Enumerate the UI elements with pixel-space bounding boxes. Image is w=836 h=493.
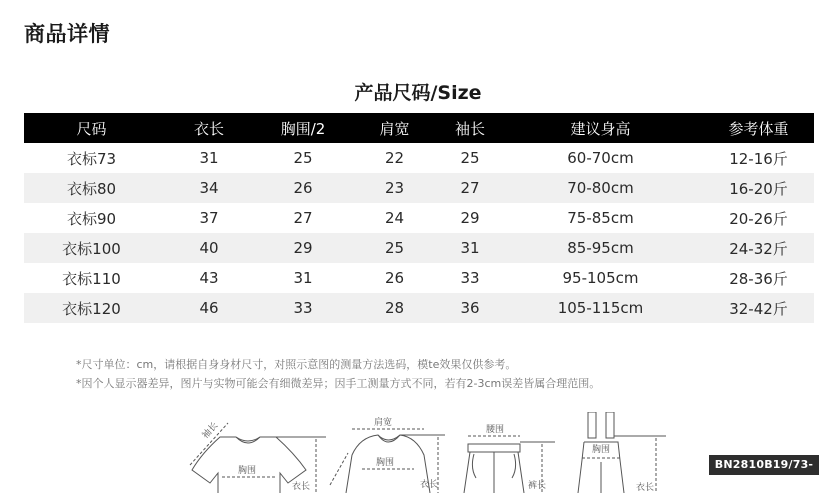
col-header-half-chest: 胸围/2 [259, 113, 347, 143]
cell-length: 43 [199, 269, 219, 287]
col-header-weight: 参考体重 [703, 113, 814, 143]
svg-text:胸围: 胸围 [592, 445, 611, 455]
cell-length: 46 [159, 293, 259, 323]
cell-half-chest: 26 [259, 173, 347, 203]
cell-half-chest: 25 [293, 149, 313, 167]
cell-weight: 24-32斤 [703, 233, 814, 263]
svg-text:衣长: 衣长 [636, 483, 655, 493]
col-header-length: 衣长 [159, 113, 259, 143]
sku-badge: BN2810B19/73-120 [709, 455, 819, 475]
table-row [24, 143, 814, 173]
cell-weight: 12-16斤 [729, 149, 788, 168]
svg-text:胸围: 胸围 [238, 466, 257, 476]
cell-height: 75-85cm [567, 209, 634, 227]
cell-length: 37 [199, 209, 219, 227]
overalls-icon [576, 412, 666, 493]
overalls-diagram [576, 412, 666, 493]
col-header-size: 尺码 [24, 113, 159, 143]
cell-weight: 20-26斤 [729, 209, 788, 228]
cell-sleeve: 31 [442, 233, 498, 263]
cell-height: 105-115cm [498, 293, 703, 323]
cell-sleeve: 25 [460, 149, 480, 167]
cell-shoulder: 28 [347, 293, 442, 323]
cell-sleeve: 36 [442, 293, 498, 323]
cell-shoulder: 24 [384, 209, 405, 227]
pants-icon [460, 420, 560, 493]
cell-height: 70-80cm [498, 173, 703, 203]
col-header-shoulder: 肩宽 [347, 113, 442, 143]
table-row [24, 233, 814, 263]
svg-text:裤长: 裤长 [528, 481, 547, 491]
cell-height: 60-70cm [567, 149, 634, 167]
cell-shoulder: 23 [347, 173, 442, 203]
cell-weight: 32-42斤 [703, 293, 814, 323]
cell-half-chest: 31 [293, 269, 313, 287]
sweatshirt-diagram [320, 415, 450, 493]
section-title: 商品详情 [24, 22, 110, 46]
cell-weight: 28-36斤 [729, 269, 788, 288]
cell-half-chest: 33 [259, 293, 347, 323]
cell-shoulder: 22 [384, 149, 405, 167]
cell-sleeve: 29 [460, 209, 480, 227]
size-chart-title: 产品尺码/Size [354, 82, 482, 104]
table-row [24, 203, 814, 233]
col-header-height: 建议身高 [498, 113, 703, 143]
table-row [24, 293, 814, 323]
svg-text:肩宽: 肩宽 [374, 418, 393, 428]
cell-shoulder: 25 [347, 233, 442, 263]
table-header-row [24, 113, 814, 143]
cell-size: 衣标100 [24, 233, 159, 263]
size-table [24, 113, 814, 323]
cell-size: 衣标80 [24, 173, 159, 203]
sweatshirt-icon [320, 415, 450, 493]
cell-half-chest: 29 [259, 233, 347, 263]
cell-shoulder: 26 [384, 269, 405, 287]
pants-diagram [460, 420, 560, 493]
size-notes [76, 355, 600, 393]
cell-size: 衣标90 [66, 209, 117, 228]
svg-text:衣长: 衣长 [292, 482, 311, 492]
table-row [24, 173, 814, 203]
table-row [24, 263, 814, 293]
cell-size: 衣标110 [62, 269, 121, 288]
cell-sleeve: 27 [442, 173, 498, 203]
cell-length: 31 [199, 149, 219, 167]
svg-text:腰围: 腰围 [486, 425, 505, 435]
cell-weight: 16-20斤 [703, 173, 814, 203]
raglan-tee-diagram [176, 415, 336, 493]
col-header-sleeve: 袖长 [442, 113, 498, 143]
cell-height: 85-95cm [498, 233, 703, 263]
cell-size: 衣标120 [24, 293, 159, 323]
note-unit: *尺寸单位：cm，请根据自身身材尺寸，对照示意图的测量方法选码，模te效果仅供参考。 [76, 358, 517, 371]
svg-text:衣长: 衣长 [420, 480, 439, 490]
raglan-tee-icon [176, 415, 336, 493]
cell-half-chest: 27 [293, 209, 313, 227]
cell-length: 40 [159, 233, 259, 263]
svg-text:袖长: 袖长 [200, 420, 221, 442]
cell-length: 34 [159, 173, 259, 203]
cell-size: 衣标73 [66, 149, 117, 168]
cell-height: 95-105cm [562, 269, 639, 287]
svg-text:胸围: 胸围 [376, 458, 395, 468]
cell-sleeve: 33 [460, 269, 480, 287]
note-variance: *因个人显示器差异，图片与实物可能会有细微差异；因手工测量方式不同，若有2-3cm误差皆属合理范围。 [76, 377, 601, 390]
